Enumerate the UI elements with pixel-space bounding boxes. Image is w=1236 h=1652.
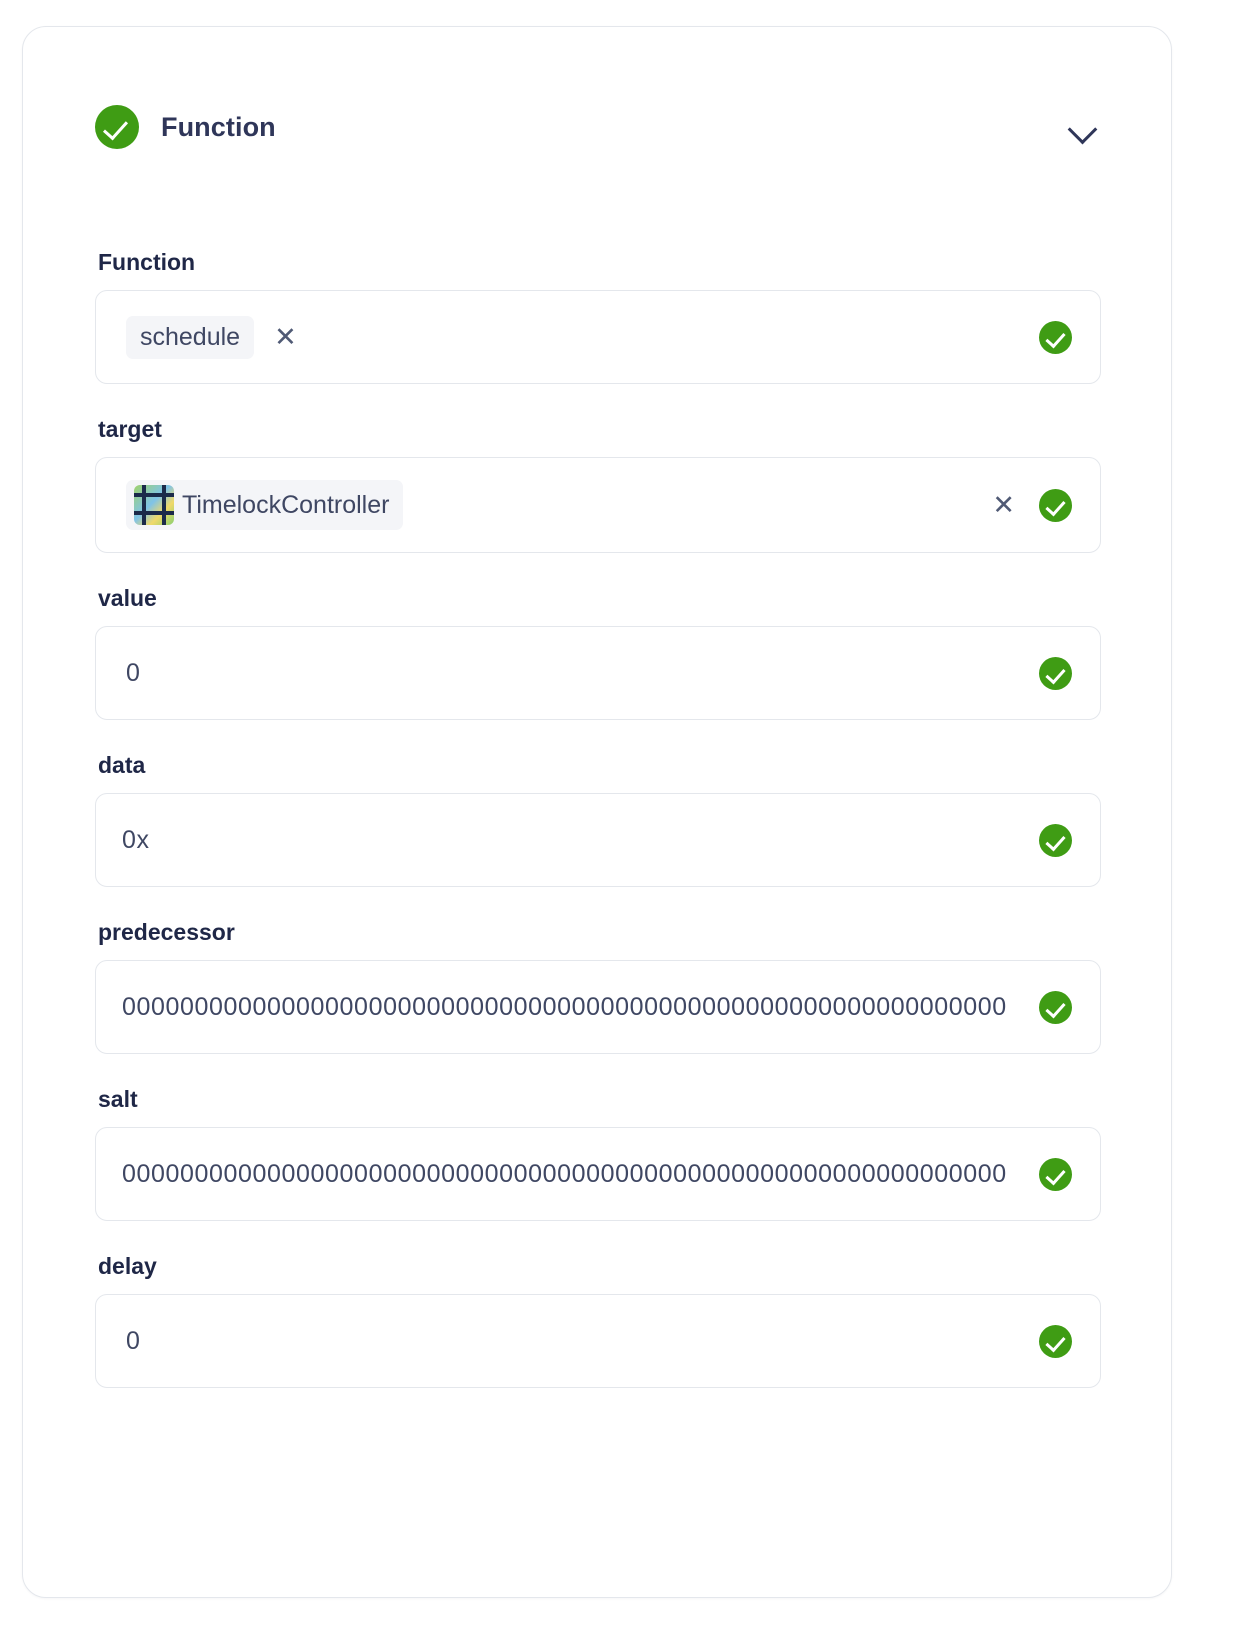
target-input[interactable]: [95, 457, 1101, 553]
predecessor-input[interactable]: [95, 960, 1101, 1054]
card-header-left: [95, 105, 1065, 149]
field-data: [95, 752, 1101, 887]
field-label-delay: delay: [98, 1253, 157, 1279]
field-delay: [95, 1253, 1101, 1388]
delay-input[interactable]: [95, 1294, 1101, 1388]
card-header: [23, 27, 1171, 227]
check-circle-icon: [1039, 657, 1072, 690]
close-icon[interactable]: ✕: [992, 489, 1015, 520]
field-label-predecessor: predecessor: [98, 919, 235, 945]
check-circle-icon: [1039, 991, 1072, 1024]
field-label-function: Function: [98, 249, 196, 275]
close-icon[interactable]: ✕: [274, 321, 297, 352]
field-salt: [95, 1086, 1101, 1221]
function-input[interactable]: [95, 290, 1101, 384]
avatar: [134, 485, 174, 525]
page-title: Function: [161, 111, 276, 142]
delay-input-text: 0: [126, 1326, 141, 1355]
check-circle-icon: [95, 105, 139, 149]
check-circle-icon: [1039, 1325, 1072, 1358]
function-chip[interactable]: schedule: [126, 316, 254, 359]
field-label-value: value: [98, 585, 157, 611]
field-label-target: target: [98, 416, 162, 442]
field-label-data: data: [98, 752, 146, 778]
check-circle-icon: [1039, 1158, 1072, 1191]
function-chip-row: [126, 316, 1025, 359]
function-card: [22, 26, 1172, 1598]
field-target: [95, 416, 1101, 553]
value-input-icons: [1039, 657, 1072, 690]
data-input-text: 0x: [122, 825, 150, 854]
function-form: [95, 249, 1101, 1420]
function-input-icons: [1039, 321, 1072, 354]
field-function: [95, 249, 1101, 384]
data-input[interactable]: [95, 793, 1101, 887]
target-chip-row: [126, 480, 972, 530]
predecessor-input-text: 0000000000000000000000000000000000000000000000000000000000000: [122, 992, 1007, 1021]
predecessor-input-icons: [1039, 991, 1072, 1024]
check-circle-icon: [1039, 321, 1072, 354]
delay-input-icons: [1039, 1325, 1072, 1358]
check-circle-icon: [1039, 824, 1072, 857]
data-input-icons: [1039, 824, 1072, 857]
check-circle-icon: [1039, 489, 1072, 522]
target-chip[interactable]: [126, 480, 403, 530]
salt-input[interactable]: [95, 1127, 1101, 1221]
salt-input-text: 0000000000000000000000000000000000000000000000000000000000000: [122, 1159, 1007, 1188]
value-input-text: 0: [126, 658, 141, 687]
field-predecessor: [95, 919, 1101, 1054]
field-value: [95, 585, 1101, 720]
value-input[interactable]: [95, 626, 1101, 720]
field-label-salt: salt: [98, 1086, 138, 1112]
chevron-down-icon[interactable]: [1065, 110, 1099, 144]
target-chip-label: TimelockController: [182, 490, 390, 519]
salt-input-icons: [1039, 1158, 1072, 1191]
target-input-icons: [986, 489, 1072, 522]
